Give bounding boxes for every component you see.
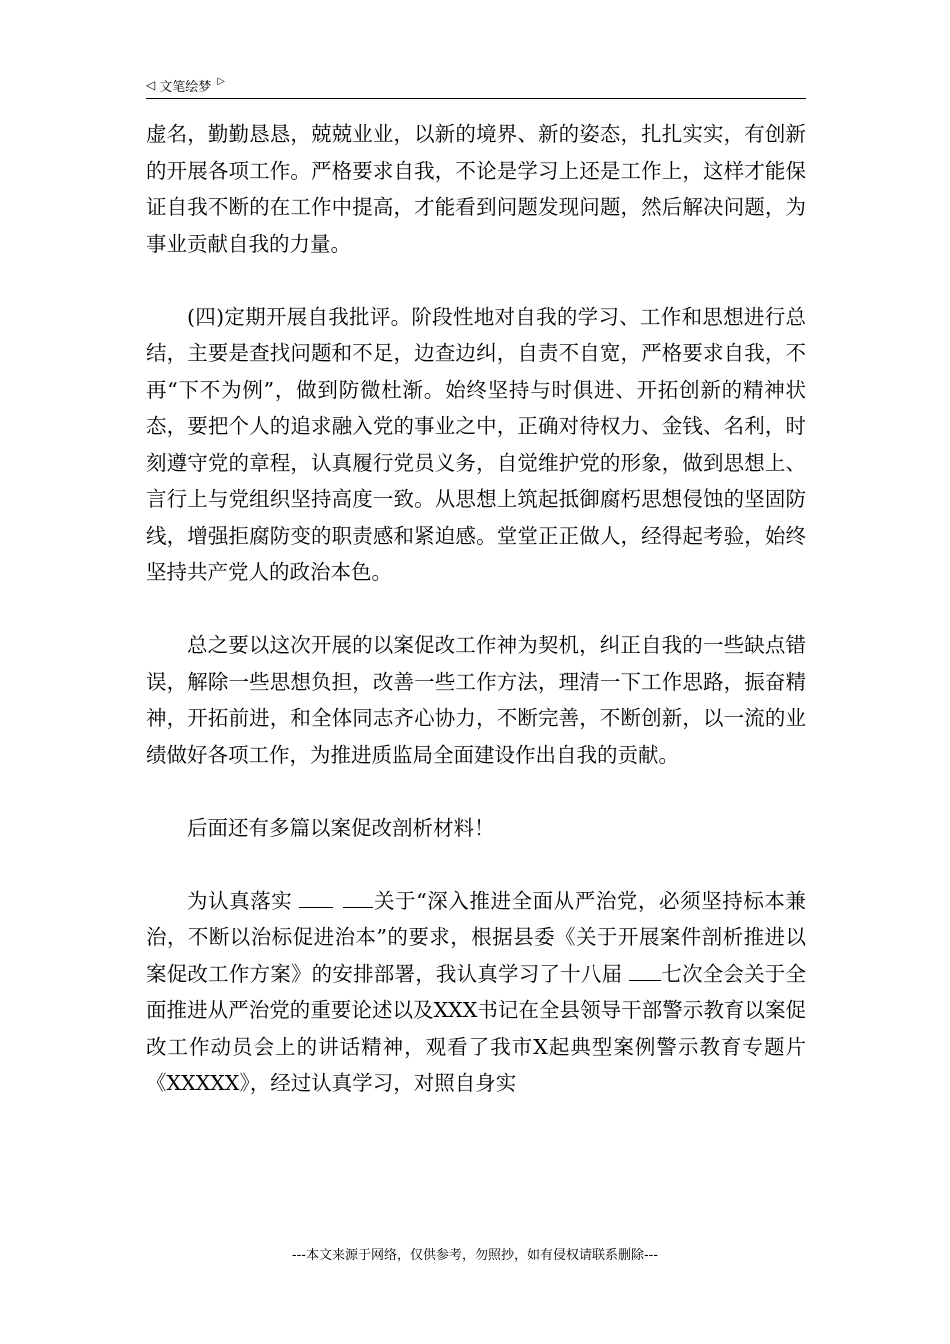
paragraph-study-intro [146, 883, 806, 1102]
paragraph-more-materials: 后面还有多篇以案促改剖析材料！ [187, 815, 495, 840]
blank-underline-2 [343, 889, 373, 908]
blank-underline-1 [299, 889, 333, 908]
triangle-left-icon: ◁ [146, 78, 156, 92]
header-title: 文笔绘梦 [159, 79, 212, 95]
blank-underline-3 [629, 962, 651, 981]
document-body [146, 116, 806, 1102]
triangle-right-icon: ▷ [217, 76, 225, 87]
study-intro-part-1: 为认真落实 [187, 888, 300, 913]
blank-underline-4 [651, 962, 661, 981]
study-intro-part-3: 七次全会关于全面推进从严治党的重要论述以及XXX书记在全县领导干部警示教育以案促改工作动员会上的讲话精神，观看了我市X起典型案例警示教育专题片《XXXXX》，经过认真学习，对照自身实 [146, 961, 807, 1095]
paragraph-summary: 总之要以这次开展的以案促改工作神为契机，纠正自我的一些缺点错误，解除一些思想负担，改善一些工作方法，理清一下工作思路，振奋精神，开拓前进，和全体同志齐心协力，不断完善，不断创新，以一流的业绩做好各项工作，为推进质监局全面建设作出自我的贡献。 [146, 633, 806, 767]
page-header [146, 72, 806, 99]
paragraph-self-criticism: (四)定期开展自我批评。阶段性地对自我的学习、工作和思想进行总结，主要是查找问题和不足，边查边纠，自责不自宽，严格要求自我，不再“下不为例”，做到防微杜渐。始终坚持与时俱进、开拓创新的精神状态，要把个人的追求融入党的事业之中，正确对待权力、金钱、名利，时刻遵守党的章程，认真履行党员义务，自觉维护党的形象，做到思想上、言行上与党组织坚持高度一致。从思想上筑起抵御腐朽思想侵蚀的坚固防线，增强拒腐防变的职责感和紧迫感。堂堂正正做人，经得起考验，始终坚持共产党人的政治本色。 [146, 304, 806, 584]
study-intro-part-2: 关于“深入推进全面从严治党，必须坚持标本兼治，不断以治标促进治本”的要求，根据县委《关于开展案件剖析推进以案促改工作方案》的安排部署，我认真学习了十八届 [146, 888, 806, 986]
page-footer: ---本文来源于网络，仅供参考，勿照抄，如有侵权请联系删除--- [291, 1248, 659, 1263]
paragraph-continuation: 虚名，勤勤恳恳，兢兢业业，以新的境界、新的姿态，扎扎实实，有创新的开展各项工作。严格要求自我，不论是学习上还是工作上，这样才能保证自我不断的在工作中提高，才能看到问题发现问题，然后解决问题，为事业贡献自我的力量。 [146, 122, 806, 256]
